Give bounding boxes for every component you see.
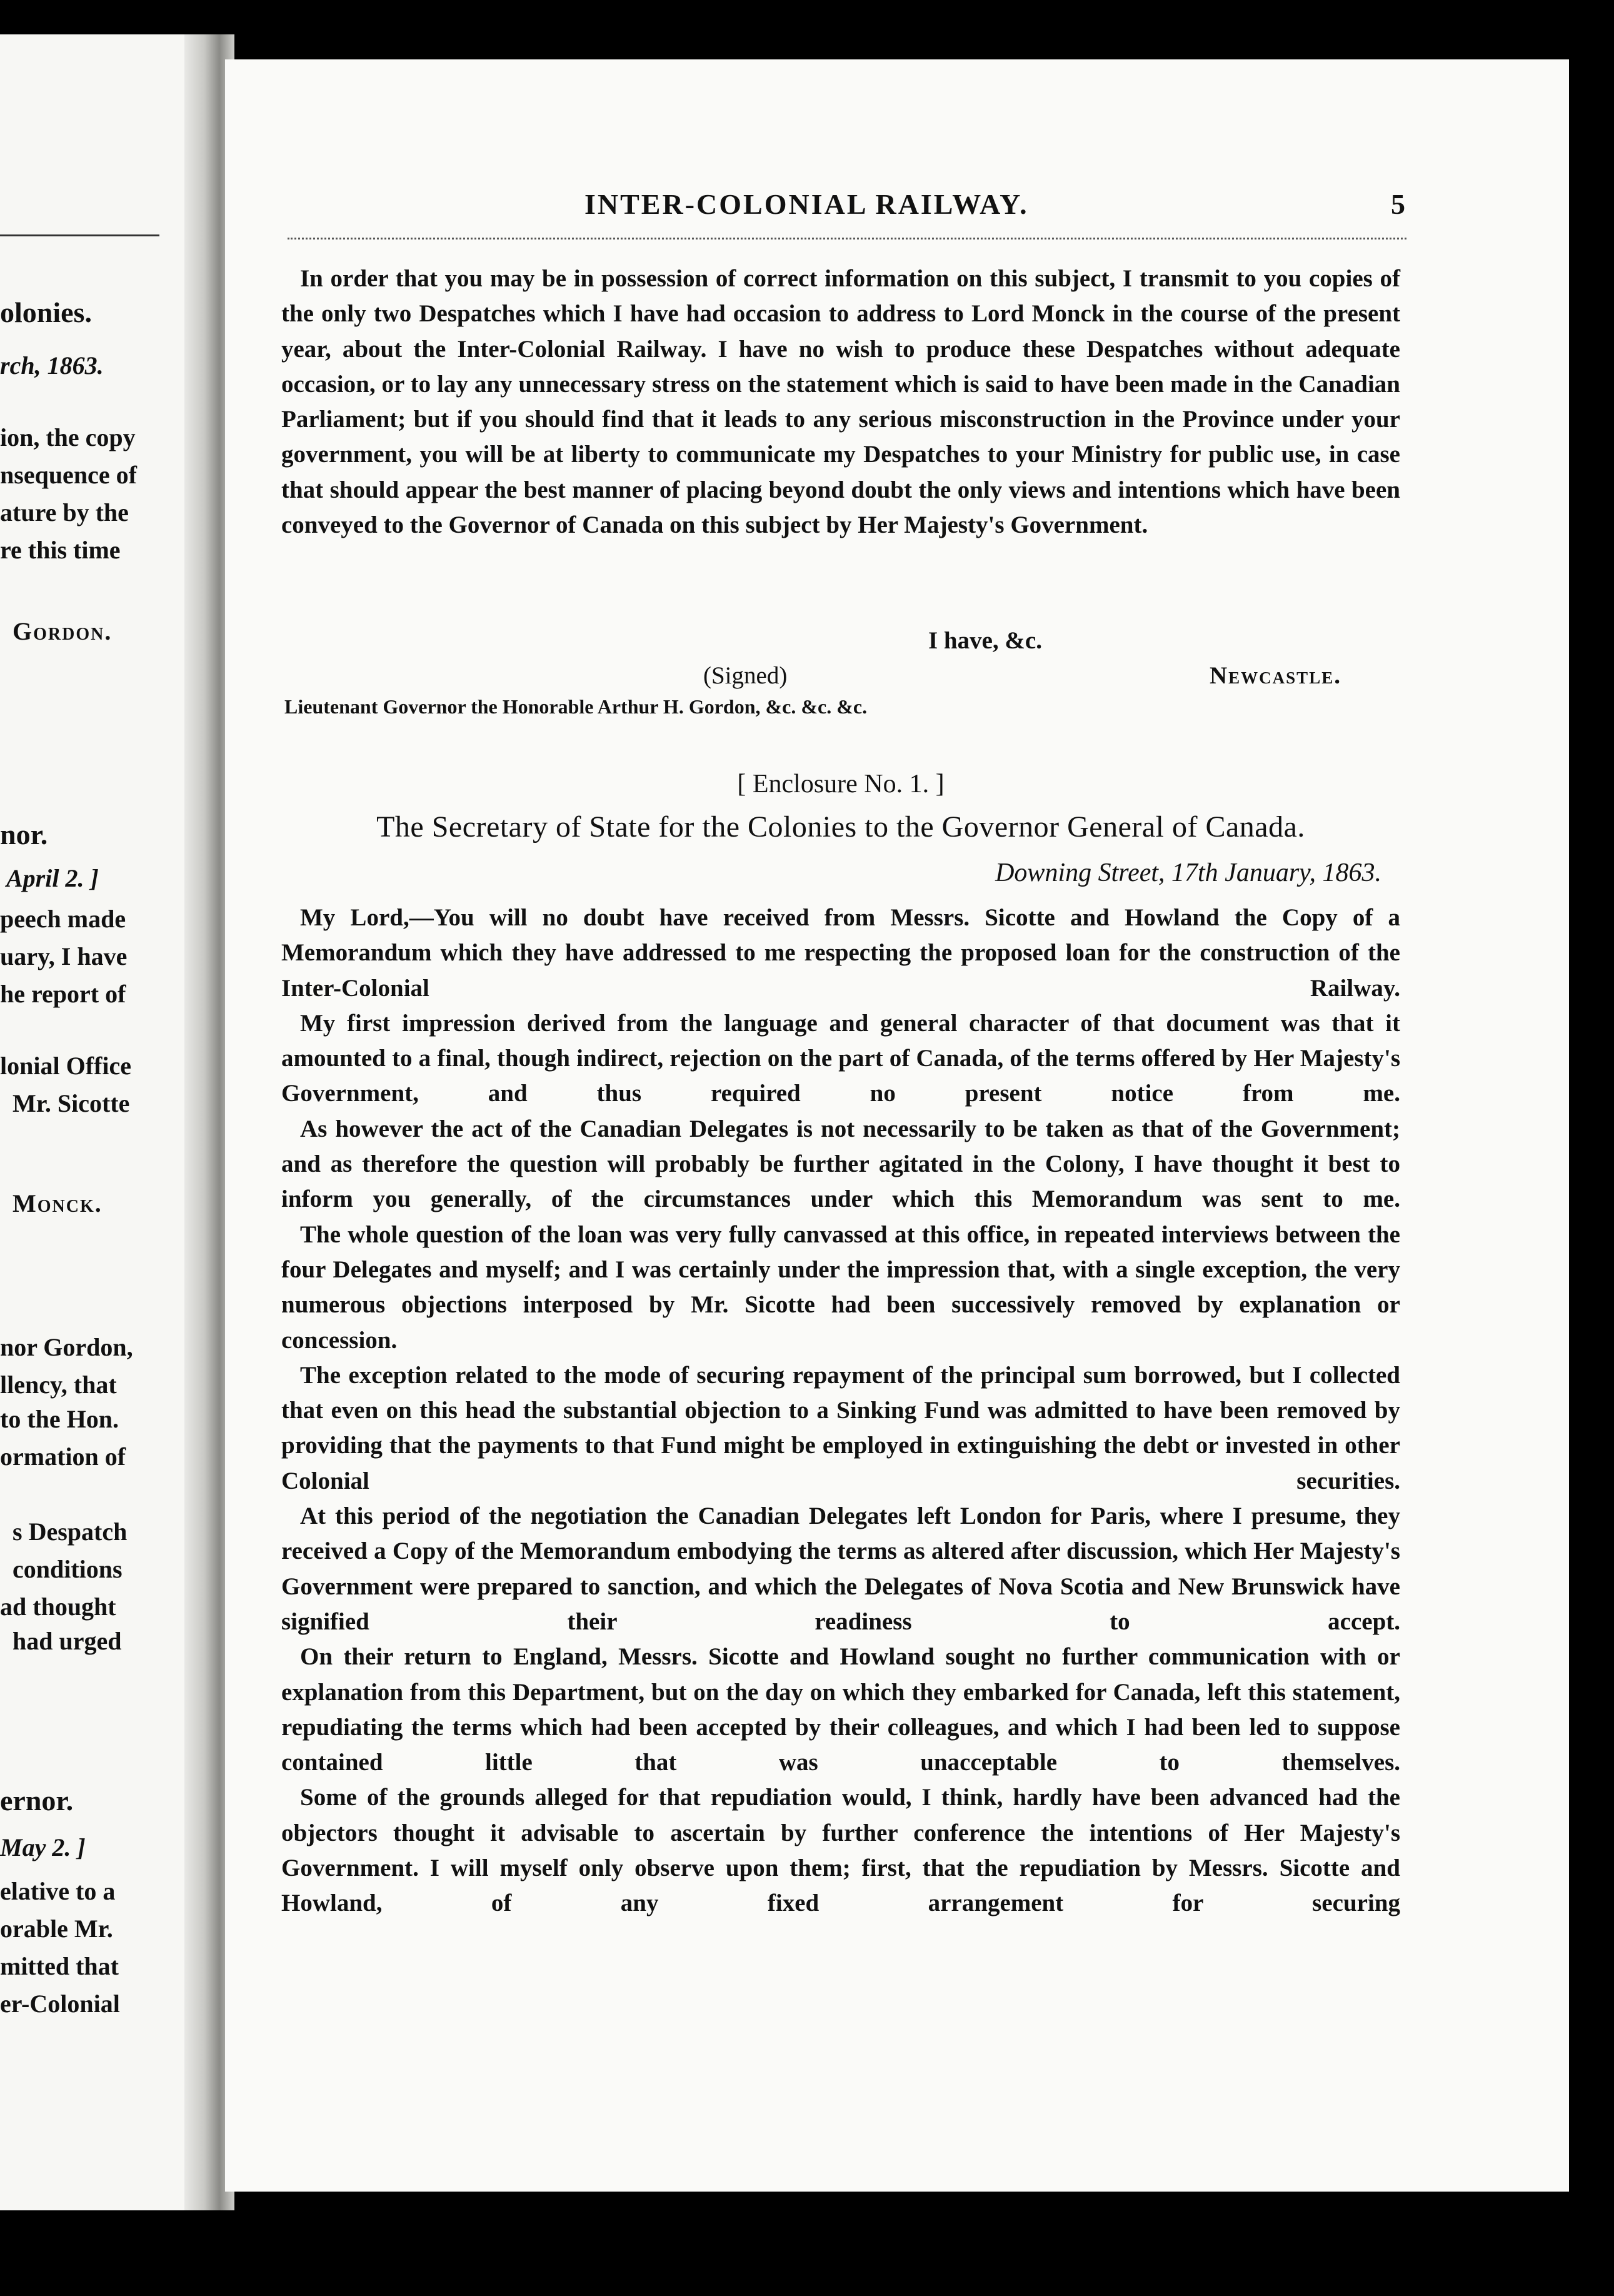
left-fragment-line: nsequence of — [0, 461, 137, 489]
paragraph: The exception related to the mode of securing repayment of the principal sum borrowed, but I collected that even on this head the substantial objection to a Sinking Fund was admitted to have been removed by providing that the payments to that Fund might be employed in extinguishing the debt or invested in other Colonial securities. — [281, 1361, 1400, 1494]
left-fragment-line: May 2. ] — [0, 1833, 86, 1861]
closing-signed: (Signed) — [703, 662, 788, 689]
left-fragment-line: conditions — [13, 1555, 123, 1583]
left-fragment-line: orable Mr. — [0, 1915, 113, 1943]
paragraph: Some of the grounds alleged for that repudiation would, I think, hardly have been advanced had the objectors thought it advisable to ascertain by further conference the intentions of Her Majesty's Government. I will myself only observe upon them; first, that the repudiation by Messrs. Sicotte and Howland, of any fixed arrangement for securing — [281, 1784, 1400, 1917]
left-fragment-line: he report of — [0, 980, 126, 1008]
left-fragment-line: to the Hon. — [0, 1405, 119, 1433]
left-fragment-line: April 2. ] — [6, 864, 99, 892]
left-fragment-line: lonial Office — [0, 1052, 131, 1080]
left-fragment-line: Gordon. — [13, 617, 113, 645]
left-fragment-line: Monck. — [13, 1189, 103, 1217]
left-fragment-line: mitted that — [0, 1952, 119, 1980]
left-page-fragment — [0, 34, 194, 2210]
left-fragment-line: uary, I have — [0, 942, 128, 970]
paragraph: My first impression derived from the language and general character of that document was that it amounted to a final, though indirect, rejection on the part of Canada, of the terms offered by Her Majesty's Government, and thus required no present notice from me. — [281, 1009, 1400, 1107]
closing-addressee: Lieutenant Governor the Honorable Arthur H. Gordon, &c. &c. &c. — [284, 695, 868, 718]
running-header-title: INTER-COLONIAL RAILWAY. — [584, 188, 1029, 220]
left-fragment-line: peech made — [0, 905, 126, 933]
closing-signer: Newcastle. — [1210, 662, 1341, 689]
left-fragment-line: ernor. — [0, 1785, 74, 1816]
enclosure-label: [ Enclosure No. 1. ] — [737, 770, 945, 798]
letter-body — [281, 900, 1400, 1921]
paragraph: In order that you may be in possession of correct information on this subject, I transmit to you copies of the only two Despatches which I have had occasion to address to Lord Monck in the course of the present year, about the Inter-Colonial Railway. I have no wish to produce these Despatches without adequate occasion, or to lay any unnecessary stress on the statement which is said to have been made in the Canadian Parliament; but if you should find that it leads to any serious misconstruction in the Province under your government, you will be at liberty to communicate my Despatches to your Ministry for public use, in case that should appear the best manner of placing beyond doubt the only views and intentions which have been conveyed to the Governor of Canada on this subject by Her Majesty's Government. — [281, 265, 1400, 539]
left-fragment-line: llency, that — [0, 1371, 117, 1399]
closing-have: I have, &c. — [928, 627, 1042, 654]
page-number: 5 — [1391, 188, 1405, 220]
enclosure-dateline: Downing Street, 17th January, 1863. — [995, 858, 1381, 887]
enclosure-heading: The Secretary of State for the Colonies to the Governor General of Canada. — [376, 810, 1305, 843]
left-fragment-line: s Despatch — [13, 1518, 128, 1546]
left-fragment-line: had urged — [13, 1627, 122, 1655]
left-fragment-line: nor Gordon, — [0, 1333, 133, 1361]
paragraph: My Lord,—You will no doubt have received from Messrs. Sicotte and Howland the Copy of a Memorandum which they have addressed to me respecting the proposed loan for the construction of the Inter-Colonial Railway. — [281, 904, 1400, 1002]
paragraph: On their return to England, Messrs. Sicotte and Howland sought no further communication with or explanation from this Department, but on the day on which they embarked for Canada, left this statement, repudiating the terms which had been accepted by their colleagues, and which I had been led to suppose contained little that was unacceptable to themselves. — [281, 1643, 1400, 1776]
left-fragment-line: nor. — [0, 818, 48, 850]
left-fragment-line: er-Colonial — [0, 1990, 120, 2018]
left-fragment-line: ion, the copy — [0, 423, 136, 451]
left-fragment-line: ormation of — [0, 1443, 126, 1471]
left-fragment-line: elative to a — [0, 1877, 116, 1905]
left-fragment-line: rch, 1863. — [0, 351, 104, 380]
paragraph: At this period of the negotiation the Canadian Delegates left London for Paris, where I presume, they received a Copy of the Memorandum embodying the terms as altered after discussion, which Her Majesty's Government were prepared to sanction, and which the Delegates of Nova Scotia and New Brunswick have signified their readiness to accept. — [281, 1503, 1400, 1635]
opening-paragraph — [281, 261, 1400, 543]
left-fragment-line: olonies. — [0, 296, 92, 328]
left-fragment-line: re this time — [0, 536, 121, 564]
left-page-rule — [0, 234, 159, 236]
left-fragment-line: ature by the — [0, 498, 129, 526]
left-fragment-line: ad thought — [0, 1593, 116, 1621]
header-rule — [288, 238, 1406, 239]
left-fragment-line: Mr. Sicotte — [13, 1089, 130, 1117]
paragraph: As however the act of the Canadian Delegates is not necessarily to be taken as that of the Government; and as therefore the question will probably be further agitated in the Colony, I have thought it best to inform you generally, of the circumstances under which this Memorandum was sent to me. — [281, 1115, 1400, 1213]
paragraph: The whole question of the loan was very fully canvassed at this office, in repeated interviews between the four Delegates and myself; and I was certainly under the impression that, with a single exception, the very numerous objections interposed by Mr. Sicotte had been successively removed by explanation or concession. — [281, 1221, 1400, 1354]
